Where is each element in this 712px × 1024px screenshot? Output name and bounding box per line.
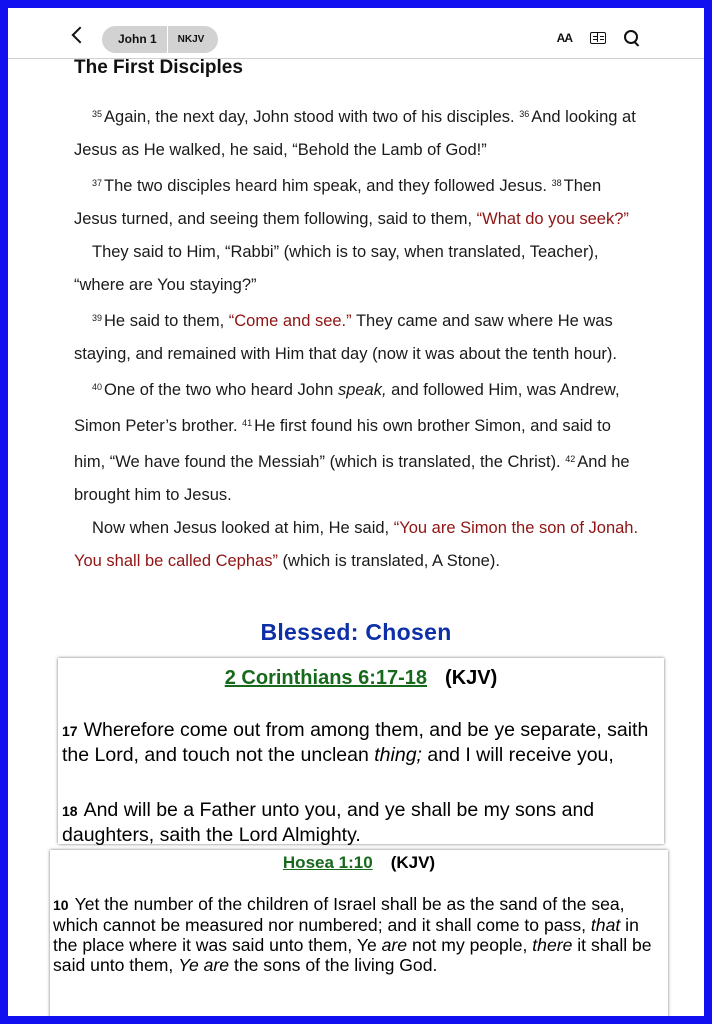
italic-word: speak, — [337, 381, 387, 399]
scripture-card — [58, 658, 664, 844]
italic-word: thing; — [374, 744, 422, 766]
reference-link[interactable]: 2 Corinthians 6:17-18 — [224, 667, 428, 689]
paragraph — [74, 236, 644, 302]
verse-block — [53, 894, 668, 975]
verse-text: (which is translated, A Stone). — [282, 552, 500, 570]
verse-text: And looking at Jesus as He walked, he said, “Behold the Lamb of God!” — [74, 108, 636, 159]
verse-text: He said to them, — [104, 312, 225, 330]
verse-text: not my people, — [411, 935, 528, 955]
reference-selector — [102, 26, 218, 53]
book-chapter-button[interactable]: John 1 — [118, 32, 157, 46]
italic-word: there — [532, 935, 573, 955]
verse-text: it shall be said unto them, — [53, 935, 652, 975]
verse-block — [62, 798, 662, 847]
reader-line — [600, 36, 604, 37]
words-of-christ: “What do you seek?” — [476, 210, 629, 228]
verse-text: And will be a Father unto you, and ye shall be my sons and daughters, saith the Lord Almighty. — [62, 799, 595, 846]
verse-block — [62, 718, 662, 767]
section-heading: The First Disciples — [74, 57, 243, 78]
toolbar-actions — [557, 30, 640, 46]
verse-text: Yet the number of the children of Israel shall be as the sand of the sea, which cannot be measured nor numbered; and it shall come to pass, — [53, 894, 625, 935]
verse-text: One of the two who heard John — [104, 381, 334, 399]
font-size-icon[interactable]: AA — [556, 31, 572, 45]
reference-version: (KJV) — [390, 853, 436, 872]
banner-title: Blessed: Chosen — [260, 619, 452, 645]
verse-number[interactable]: 35 — [92, 109, 103, 119]
screen — [8, 8, 704, 1016]
verse-number: 10 — [53, 897, 69, 913]
italic-word: Ye are — [178, 955, 230, 975]
italic-word: are — [381, 935, 408, 955]
verse-text: They said to Him, “Rabbi” (which is to say, when translated, Teacher), “where are You staying?” — [74, 243, 599, 294]
reference-link[interactable]: Hosea 1:10 — [282, 853, 373, 872]
verse-text: The two disciples heard him speak, and they followed Jesus. — [104, 177, 548, 195]
paragraph — [74, 302, 644, 371]
verse-text: He first found his own brother Simon, and said to him, “We have found the Messiah” (which is translated, the Christ). — [74, 417, 611, 471]
verse-text: and I will receive you, — [427, 744, 614, 766]
scripture-reference — [50, 853, 668, 873]
paragraph — [74, 371, 644, 512]
bible-passage — [74, 98, 644, 578]
verse-number[interactable]: 36 — [519, 109, 530, 119]
version-button[interactable]: NKJV — [177, 34, 205, 45]
toolbar — [8, 8, 704, 59]
verse-text: Wherefore come out from among them, and be ye separate, saith the Lord, and touch not the unclean — [62, 719, 649, 766]
italic-word: that — [590, 915, 621, 935]
verse-text: Again, the next day, John stood with two of his disciples. — [104, 108, 515, 126]
verse-number[interactable]: 37 — [92, 178, 103, 188]
reader-line — [593, 39, 597, 40]
paragraph — [74, 167, 644, 236]
verse-number[interactable]: 40 — [92, 382, 103, 392]
verse-text: the sons of the living God. — [233, 955, 438, 975]
verse-text: in the place where it was said unto them, Ye — [53, 915, 639, 955]
reader-view-icon[interactable] — [590, 32, 606, 44]
verse-number[interactable]: 38 — [551, 178, 562, 188]
verse-text: and followed Him, was Andrew, Simon Peter’s brother. — [74, 381, 620, 435]
verse-text: They came and saw where He was staying, and remained with Him that day (now it was about the tenth hour). — [74, 312, 617, 363]
verse-number: 17 — [62, 723, 78, 739]
words-of-christ: “Come and see.” — [228, 312, 352, 330]
verse-text: Now when Jesus looked at him, He said, — [92, 519, 390, 537]
scripture-reference — [58, 667, 664, 690]
verse-number[interactable]: 41 — [242, 418, 253, 428]
paragraph — [74, 512, 644, 578]
verse-number: 18 — [62, 803, 78, 819]
scripture-card — [50, 850, 668, 1016]
words-of-christ: “You are Simon the son of Jonah. You shall be called Cephas” — [74, 519, 639, 570]
reader-line — [593, 36, 597, 37]
verse-text: And he brought him to Jesus. — [74, 453, 630, 504]
reader-line — [600, 39, 604, 40]
reference-version: (KJV) — [445, 667, 498, 689]
paragraph — [74, 98, 644, 167]
search-icon[interactable] — [624, 30, 640, 46]
verse-number[interactable]: 42 — [565, 454, 576, 464]
back-chevron-icon[interactable] — [72, 27, 89, 44]
verse-text: Then Jesus turned, and seeing them following, said to them, — [74, 177, 602, 228]
verse-number[interactable]: 39 — [92, 313, 103, 323]
